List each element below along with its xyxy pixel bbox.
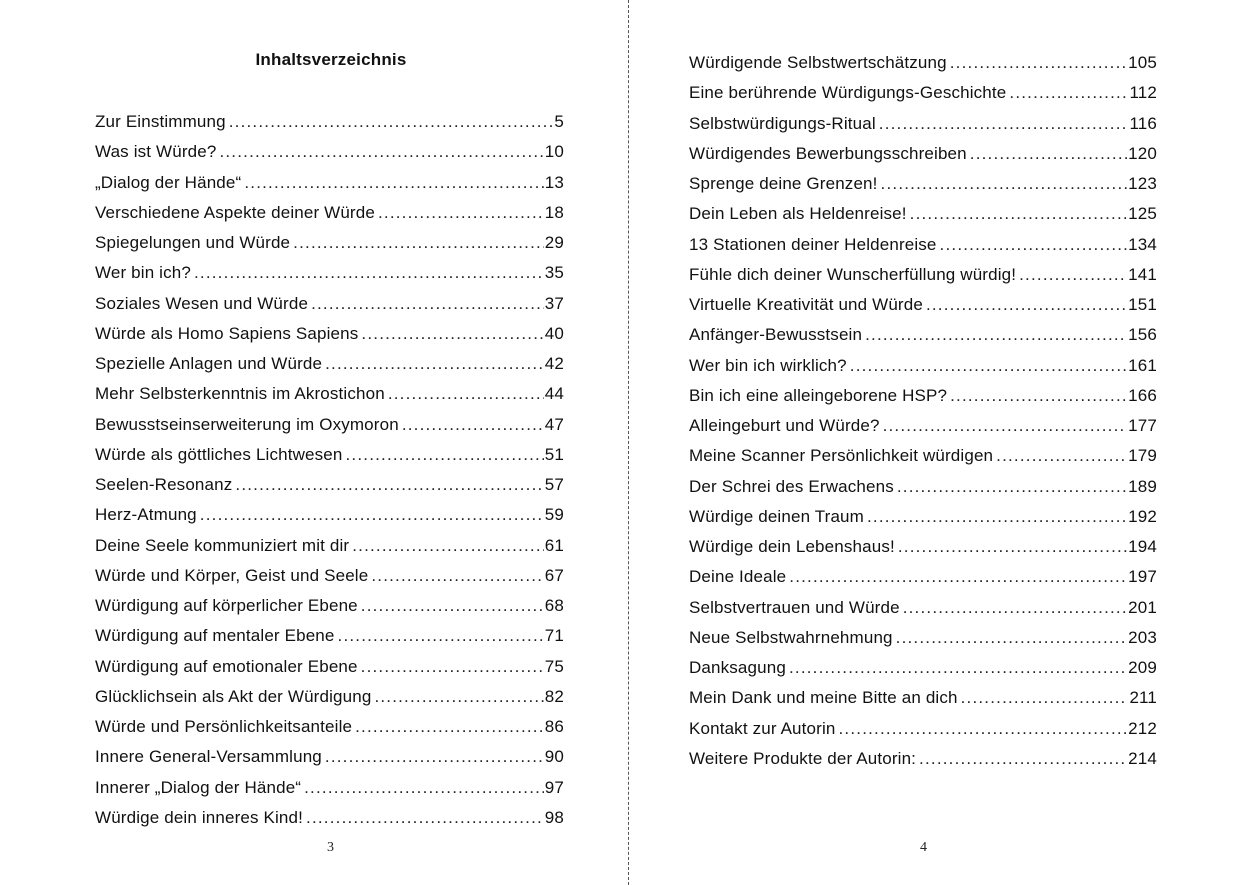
toc-entry[interactable]: [95, 258, 564, 288]
toc-entry[interactable]: [95, 591, 564, 621]
dot-leader: [1019, 260, 1127, 290]
toc-entry[interactable]: [689, 714, 1157, 744]
dot-leader: [402, 410, 544, 440]
toc-entry[interactable]: [689, 623, 1157, 653]
dot-leader: [200, 500, 544, 530]
dot-leader: [950, 381, 1127, 411]
page-number-left: 3: [327, 840, 334, 855]
page-number-right: 4: [920, 840, 927, 855]
toc-entry-title: 13 Stationen deiner Heldenreise: [689, 234, 937, 254]
toc-entry-page: 192: [1128, 506, 1157, 526]
toc-entry-title: Würdige deinen Traum: [689, 506, 864, 526]
toc-entry[interactable]: [95, 410, 564, 440]
toc-entry[interactable]: [95, 561, 564, 591]
dot-leader: [371, 561, 543, 591]
dot-leader: [361, 652, 544, 682]
toc-entry-page: 116: [1129, 113, 1157, 133]
toc-entry-page: 75: [544, 656, 564, 676]
toc-entry-page: 13: [544, 172, 564, 192]
toc-entry-page: 59: [544, 505, 564, 525]
toc-entry-title: Wer bin ich wirklich?: [689, 355, 847, 375]
dot-leader: [229, 107, 554, 137]
toc-entry[interactable]: [689, 381, 1157, 411]
dot-leader: [378, 198, 544, 228]
toc-entry-title: Würde und Körper, Geist und Seele: [95, 565, 369, 585]
toc-entry-page: 151: [1128, 295, 1157, 314]
toc-entry-page: 123: [1128, 174, 1157, 193]
dot-leader: [388, 379, 544, 409]
toc-entry-title: Spiegelungen und Würde: [95, 233, 291, 252]
page-title: Inhaltsverzeichnis: [255, 50, 407, 69]
toc-entry-page: 203: [1128, 627, 1157, 647]
toc-entry-title: Würde und Persönlichkeitsanteile: [95, 717, 353, 736]
toc-entry-title: Alleingeburt und Würde?: [689, 416, 880, 435]
toc-entry[interactable]: [95, 137, 564, 167]
toc-entry-page: 47: [544, 414, 564, 434]
toc-list-left: [95, 107, 564, 833]
toc-entry-page: 10: [544, 142, 564, 162]
toc-entry-title: Dein Leben als Heldenreise!: [689, 204, 907, 224]
toc-entry-page: 44: [544, 384, 564, 404]
dot-leader: [898, 532, 1127, 562]
toc-entry-title: Würdigung auf mentaler Ebene: [95, 626, 335, 646]
toc-entry-title: Soziales Wesen und Würde: [95, 293, 309, 313]
dot-leader: [789, 562, 1127, 592]
toc-entry-title: Selbstvertrauen und Würde: [689, 597, 900, 617]
toc-entry-page: 98: [544, 807, 564, 827]
dot-leader: [897, 472, 1127, 502]
toc-entry-page: 120: [1128, 143, 1157, 163]
toc-entry-page: 86: [544, 717, 564, 736]
toc-entry[interactable]: [689, 593, 1157, 623]
dot-leader: [311, 289, 544, 319]
dot-leader: [374, 682, 543, 712]
dot-leader: [325, 349, 544, 379]
toc-entry-page: 134: [1128, 234, 1157, 254]
toc-entry-title: Spezielle Anlagen und Würde: [95, 354, 323, 373]
toc-entry-title: Innerer „Dialog der Hände“: [95, 777, 302, 797]
toc-entry-page: 68: [544, 596, 564, 615]
toc-entry[interactable]: [689, 169, 1157, 199]
toc-entry[interactable]: [95, 531, 564, 561]
dot-leader: [1009, 78, 1128, 108]
toc-entry[interactable]: [95, 228, 564, 258]
toc-entry[interactable]: [689, 472, 1157, 502]
toc-entry-title: Würdige dein Lebenshaus!: [689, 537, 895, 556]
toc-entry-page: 42: [544, 354, 564, 373]
dot-leader: [235, 470, 543, 500]
toc-entry-title: Seelen-Resonanz: [95, 475, 233, 494]
toc-entry-title: Verschiedene Aspekte deiner Würde: [95, 202, 375, 222]
toc-entry-title: Deine Seele kommuniziert mit dir: [95, 535, 350, 555]
toc-entry-page: 197: [1128, 567, 1157, 587]
dot-leader: [940, 230, 1128, 260]
toc-entry[interactable]: [95, 289, 564, 319]
toc-entry-title: Würdigende Selbstwertschätzung: [689, 53, 947, 72]
toc-entry[interactable]: [689, 351, 1157, 381]
toc-entry-title: Neue Selbstwahrnehmung: [689, 627, 893, 647]
toc-entry-title: Würdigung auf emotionaler Ebene: [95, 656, 358, 676]
dot-leader: [961, 683, 1129, 713]
dot-leader: [361, 591, 544, 621]
toc-entry-page: 51: [544, 444, 564, 464]
toc-entry-page: 90: [544, 747, 564, 767]
toc-entry[interactable]: [95, 682, 564, 712]
toc-entry[interactable]: [689, 320, 1157, 350]
dot-leader: [867, 502, 1127, 532]
toc-entry[interactable]: [689, 653, 1157, 683]
dot-leader: [338, 621, 544, 651]
toc-entry[interactable]: [95, 500, 564, 530]
dot-leader: [839, 714, 1128, 744]
dot-leader: [293, 228, 544, 258]
toc-entry[interactable]: [95, 652, 564, 682]
toc-entry-title: Der Schrei des Erwachens: [689, 476, 894, 496]
toc-entry-title: Glücklichsein als Akt der Würdigung: [95, 686, 372, 706]
toc-entry[interactable]: [689, 290, 1157, 320]
toc-entry-title: Würdigendes Bewerbungsschreiben: [689, 143, 967, 163]
toc-entry-title: Würdigung auf körperlicher Ebene: [95, 596, 358, 615]
dot-leader: [919, 744, 1127, 774]
toc-entry-page: 82: [544, 686, 564, 706]
toc-entry-title: Würde als göttliches Lichtwesen: [95, 444, 343, 464]
dot-leader: [883, 411, 1128, 441]
dot-leader: [970, 139, 1127, 169]
toc-entry[interactable]: [689, 230, 1157, 260]
toc-entry[interactable]: [95, 349, 564, 379]
dot-leader: [926, 290, 1127, 320]
toc-entry-page: 29: [544, 233, 564, 252]
dot-leader: [903, 593, 1127, 623]
toc-entry[interactable]: [689, 411, 1157, 441]
toc-entry[interactable]: [95, 440, 564, 470]
toc-entry-page: 67: [544, 565, 564, 585]
dot-leader: [304, 773, 544, 803]
toc-entry-page: 156: [1128, 325, 1157, 345]
toc-entry[interactable]: [689, 532, 1157, 562]
toc-entry[interactable]: [95, 712, 564, 742]
dot-leader: [996, 441, 1127, 471]
toc-entry-page: 211: [1129, 688, 1157, 708]
dot-leader: [244, 168, 543, 198]
toc-entry-title: Eine berührende Würdigungs-Geschichte: [689, 83, 1007, 103]
toc-entry-page: 125: [1128, 204, 1157, 224]
toc-entry[interactable]: [689, 78, 1157, 108]
toc-entry-title: Mein Dank und meine Bitte an dich: [689, 688, 958, 708]
toc-entry[interactable]: [689, 502, 1157, 532]
dot-leader: [881, 169, 1128, 199]
toc-entry-page: 166: [1128, 385, 1157, 405]
toc-entry-page: 35: [544, 263, 564, 283]
toc-entry-page: 189: [1128, 476, 1157, 496]
dot-leader: [355, 712, 544, 742]
toc-entry-title: Herz-Atmung: [95, 505, 197, 525]
toc-entry-page: 209: [1128, 658, 1157, 677]
toc-entry-page: 161: [1128, 355, 1157, 375]
toc-entry-title: Virtuelle Kreativität und Würde: [689, 295, 923, 314]
toc-entry-title: Würde als Homo Sapiens Sapiens: [95, 323, 359, 343]
dot-leader: [950, 48, 1127, 78]
toc-entry-title: Kontakt zur Autorin: [689, 718, 836, 738]
toc-entry-title: Wer bin ich?: [95, 263, 191, 283]
toc-entry-title: Sprenge deine Grenzen!: [689, 174, 878, 193]
dot-leader: [896, 623, 1128, 653]
toc-entry[interactable]: [95, 168, 564, 198]
toc-entry-title: Was ist Würde?: [95, 142, 217, 162]
toc-entry-page: 141: [1128, 264, 1157, 284]
toc-entry[interactable]: [95, 198, 564, 228]
toc-entry-title: Mehr Selbsterkenntnis im Akrostichon: [95, 384, 385, 404]
dot-leader: [194, 258, 544, 288]
dot-leader: [879, 109, 1129, 139]
toc-entry[interactable]: [95, 470, 564, 500]
page-divider: [628, 0, 629, 885]
dot-leader: [789, 653, 1127, 683]
toc-entry-title: Zur Einstimmung: [95, 112, 226, 131]
toc-entry-page: 194: [1128, 537, 1157, 556]
dot-leader: [325, 742, 544, 772]
toc-entry-page: 179: [1128, 446, 1157, 466]
toc-entry[interactable]: [95, 803, 564, 833]
dot-leader: [850, 351, 1127, 381]
dot-leader: [306, 803, 544, 833]
toc-entry[interactable]: [95, 379, 564, 409]
toc-entry-page: 40: [544, 323, 564, 343]
toc-entry-title: Meine Scanner Persönlichkeit würdigen: [689, 446, 994, 466]
toc-entry-page: 37: [544, 293, 564, 313]
toc-entry-page: 97: [544, 777, 564, 797]
toc-entry[interactable]: [689, 744, 1157, 774]
toc-entry-title: Würdige dein inneres Kind!: [95, 807, 304, 827]
toc-entry[interactable]: [95, 773, 564, 803]
toc-entry-page: 18: [544, 202, 564, 222]
toc-entry-page: 71: [544, 626, 564, 646]
toc-entry-title: Bewusstseinserweiterung im Oxymoron: [95, 414, 399, 434]
toc-entry[interactable]: [95, 107, 564, 137]
toc-entry[interactable]: [689, 260, 1157, 290]
toc-entry-title: Anfänger-Bewusstsein: [689, 325, 863, 345]
toc-entry-page: 112: [1129, 83, 1157, 103]
toc-entry[interactable]: [689, 199, 1157, 229]
toc-entry-page: 57: [544, 475, 564, 494]
toc-entry-title: Danksagung: [689, 658, 786, 677]
toc-entry[interactable]: [689, 139, 1157, 169]
dot-leader: [346, 440, 544, 470]
toc-entry-page: 5: [554, 112, 564, 131]
toc-entry-title: „Dialog der Hände“: [95, 172, 242, 192]
toc-entry[interactable]: [95, 621, 564, 651]
dot-leader: [910, 199, 1128, 229]
toc-entry[interactable]: [689, 441, 1157, 471]
toc-entry-page: 201: [1128, 597, 1157, 617]
toc-entry[interactable]: [95, 319, 564, 349]
toc-entry-page: 214: [1128, 748, 1157, 768]
dot-leader: [865, 320, 1127, 350]
dot-leader: [352, 531, 544, 561]
toc-entry-title: Weitere Produkte der Autorin:: [689, 748, 917, 768]
toc-entry-title: Fühle dich deiner Wunscherfüllung würdig!: [689, 264, 1017, 284]
toc-entry-page: 61: [544, 535, 564, 555]
toc-entry-page: 212: [1128, 718, 1157, 738]
toc-entry[interactable]: [689, 48, 1157, 78]
toc-entry-title: Deine Ideale: [689, 567, 787, 587]
toc-list-right: [689, 48, 1157, 774]
toc-entry-title: Selbstwürdigungs-Ritual: [689, 113, 876, 133]
dot-leader: [219, 137, 543, 167]
toc-entry-title: Bin ich eine alleingeborene HSP?: [689, 385, 948, 405]
dot-leader: [361, 319, 543, 349]
toc-entry[interactable]: [689, 562, 1157, 592]
toc-entry[interactable]: [689, 109, 1157, 139]
toc-entry-page: 177: [1128, 416, 1157, 435]
toc-entry-page: 105: [1128, 53, 1157, 72]
toc-entry-title: Innere General-Versammlung: [95, 747, 322, 767]
toc-entry[interactable]: [689, 683, 1157, 713]
toc-entry[interactable]: [95, 742, 564, 772]
